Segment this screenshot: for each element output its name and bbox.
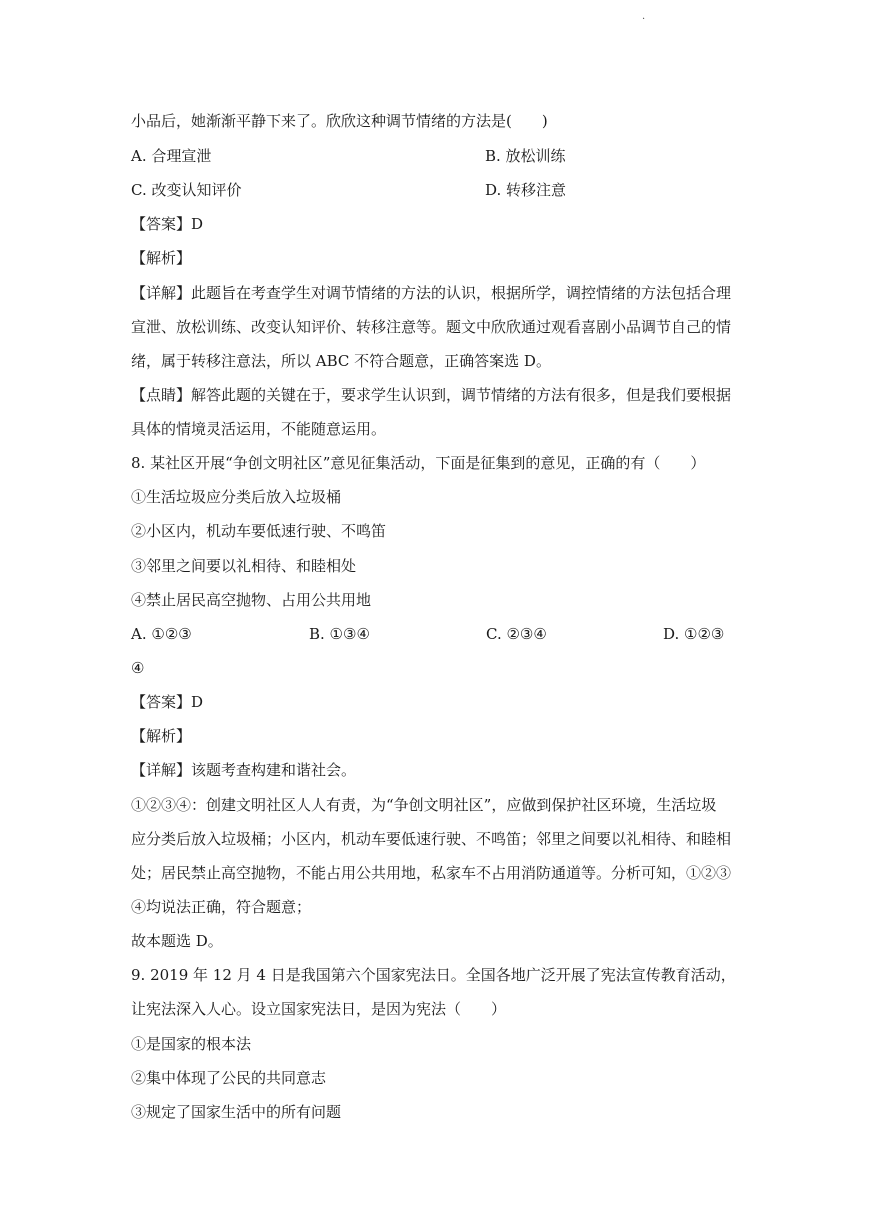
q9-item: ①是国家的根本法 [131,1035,252,1053]
q7-option-d: D. 转移注意 [485,181,567,199]
q8-stem: 8. 某社区开展“争创文明社区”意见征集活动，下面是征集到的意见，正确的有（ ） [131,454,706,472]
header-mark: · [642,14,646,25]
q8-detail-intro: 【详解】该题考查构建和谐社会。 [131,761,357,779]
q9-item: ②集中体现了公民的共同意志 [131,1069,327,1087]
q8-item: ④禁止居民高空抛物、占用公共用地 [131,591,372,609]
q7-tip-line: 【点睛】解答此题的关键在于，要求学生认识到，调节情绪的方法有很多，但是我们要根据 [131,386,732,404]
q9-item: ③规定了国家生活中的所有问题 [131,1103,342,1121]
q9-stem-line: 9. 2019 年 12 月 4 日是我国第六个国家宪法日。全国各地广泛开展了宪法宣传教育活动， [131,966,736,984]
q8-item: ③邻里之间要以礼相待、和睦相处 [131,557,357,575]
q7-option-b: B. 放松训练 [485,147,566,165]
q8-option-d-wrap: ④ [131,659,145,677]
q7-analysis-heading: 【解析】 [131,249,192,267]
q8-option-b: B. ①③④ [309,625,370,643]
q8-option-c: C. ②③④ [486,625,547,643]
q7-answer: 【答案】D [131,215,204,233]
q8-detail-line: 处；居民禁止高空抛物，不能占用公共用地，私家车不占用消防通道等。分析可知，①②③ [131,864,732,882]
q7-option-a: A. 合理宣泄 [131,147,212,165]
q8-option-d: D. ①②③ [663,625,725,643]
q8-answer: 【答案】D [131,693,204,711]
q8-item: ①生活垃圾应分类后放入垃圾桶 [131,488,342,506]
q8-item: ②小区内，机动车要低速行驶、不鸣笛 [131,522,387,540]
q7-option-c: C. 改变认知评价 [131,181,242,199]
q8-detail-line: ①②③④：创建文明社区人人有责，为“争创文明社区”，应做到保护社区环境，生活垃圾 [131,796,717,814]
q7-stem-tail: 小品后，她渐渐平静下来了。欣欣这种调节情绪的方法是( ) [131,112,548,130]
q7-detail-line: 【详解】此题旨在考查学生对调节情绪的方法的认识，根据所学，调控情绪的方法包括合理 [131,284,732,302]
q8-option-a: A. ①②③ [131,625,192,643]
q8-analysis-heading: 【解析】 [131,727,192,745]
q7-tip-line: 具体的情境灵活运用，不能随意运用。 [131,420,387,438]
q8-conclusion: 故本题选 D。 [131,932,223,950]
q7-detail-line: 宣泄、放松训练、改变认知评价、转移注意等。题文中欣欣通过观看喜剧小品调节自己的情 [131,318,732,336]
q7-detail-line: 绪，属于转移注意法，所以 ABC 不符合题意，正确答案选 D。 [131,352,551,370]
q8-detail-line: 应分类后放入垃圾桶；小区内，机动车要低速行驶、不鸣笛；邻里之间要以礼相待、和睦相 [131,830,732,848]
q9-stem-line: 让宪法深入人心。设立国家宪法日，是因为宪法（ ） [131,1000,507,1018]
q8-detail-line: ④均说法正确，符合题意； [131,898,312,916]
